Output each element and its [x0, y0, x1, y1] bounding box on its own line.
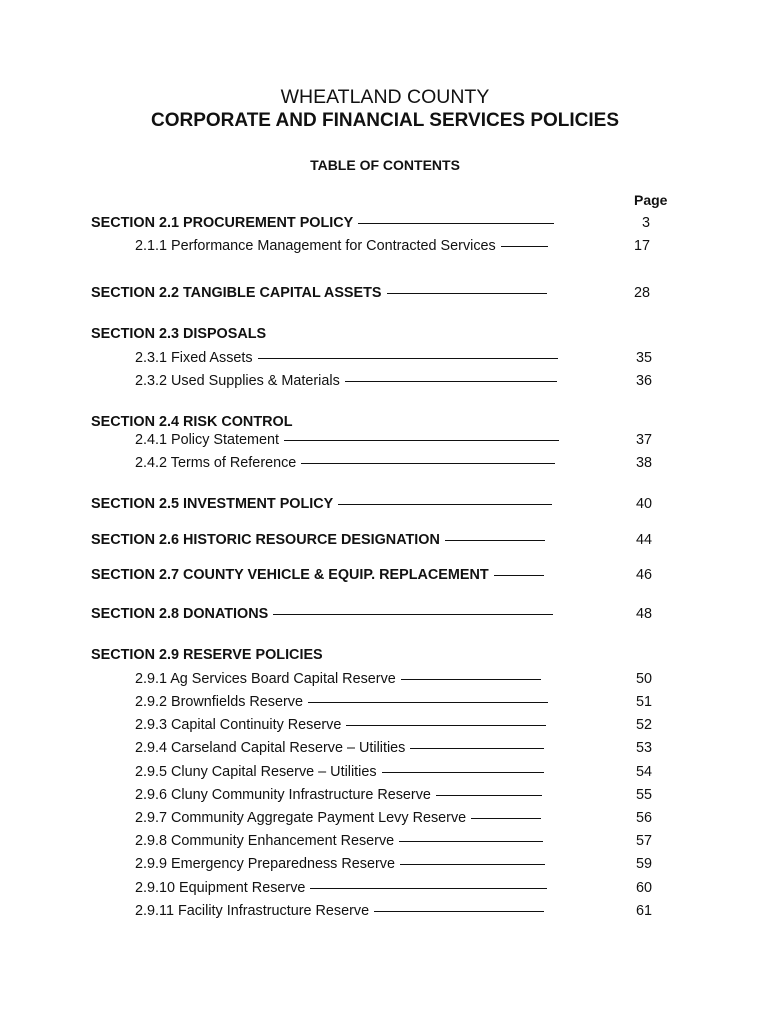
- toc-page-number: 57: [635, 833, 652, 849]
- toc-page-number: 3: [641, 215, 650, 231]
- toc-entry-2-3-2[interactable]: [0, 373, 770, 393]
- leader-line: [410, 748, 544, 749]
- leader-line: [358, 223, 554, 224]
- leader-line: [494, 575, 544, 576]
- leader-line: [445, 540, 545, 541]
- toc-entry-label: 2.3.2 Used Supplies & Materials: [135, 373, 340, 389]
- toc-page-number: 55: [635, 787, 652, 803]
- toc-entry-label: 2.9.8 Community Enhancement Reserve: [135, 833, 395, 849]
- leader-line: [308, 702, 548, 703]
- leader-line: [284, 440, 559, 441]
- toc-entry-2-8[interactable]: [0, 606, 770, 626]
- leader-line: [401, 679, 541, 680]
- leader-line: [374, 911, 544, 912]
- leader-line: [338, 504, 552, 505]
- leader-line: [436, 795, 542, 796]
- toc-entry-label: SECTION 2.2 TANGIBLE CAPITAL ASSETS: [91, 285, 382, 301]
- toc-page-number: 51: [635, 694, 652, 710]
- toc-entry-2-4-1[interactable]: [0, 432, 770, 452]
- toc-page-number: 53: [635, 740, 652, 756]
- leader-line: [346, 725, 546, 726]
- leader-line: [471, 818, 541, 819]
- toc-page-number: 61: [635, 903, 652, 919]
- toc-entry-label: 2.4.2 Terms of Reference: [135, 455, 297, 471]
- toc-entry-2-4-2[interactable]: [0, 455, 770, 475]
- toc-entry-label: 2.9.4 Carseland Capital Reserve – Utilities: [135, 740, 406, 756]
- organization-name: WHEATLAND COUNTY: [280, 86, 490, 108]
- toc-entry-label: 2.9.3 Capital Continuity Reserve: [135, 717, 342, 733]
- page-column-header: Page: [634, 192, 668, 208]
- leader-line: [399, 841, 543, 842]
- toc-entry-label: 2.9.6 Cluny Community Infrastructure Reserve: [135, 787, 431, 803]
- toc-page-number: 40: [635, 496, 652, 512]
- leader-line: [301, 463, 555, 464]
- toc-entry-label: SECTION 2.8 DONATIONS: [91, 606, 269, 622]
- toc-entry-label: 2.1.1 Performance Management for Contracted Services: [135, 238, 496, 254]
- toc-entry-label: SECTION 2.6 HISTORIC RESOURCE DESIGNATION: [91, 532, 440, 548]
- toc-page-number: 50: [635, 671, 652, 687]
- toc-page-number: 36: [635, 373, 652, 389]
- toc-page-number: 38: [635, 455, 652, 471]
- toc-entry-2-9-9[interactable]: [0, 856, 770, 876]
- toc-page-number: 52: [635, 717, 652, 733]
- toc-entry-label: 2.9.2 Brownfields Reserve: [135, 694, 303, 710]
- toc-entry-label: 2.9.7 Community Aggregate Payment Levy Reserve: [135, 810, 467, 826]
- toc-heading: TABLE OF CONTENTS: [310, 157, 460, 173]
- toc-section-heading-2-3[interactable]: SECTION 2.3 DISPOSALS: [91, 326, 267, 342]
- leader-line: [310, 888, 547, 889]
- toc-entry-2-3-1[interactable]: [0, 350, 770, 370]
- leader-line: [501, 246, 548, 247]
- toc-page-number: 46: [635, 567, 652, 583]
- toc-page-number: 37: [635, 432, 652, 448]
- toc-entry-2-5[interactable]: [0, 496, 770, 516]
- leader-line: [382, 772, 544, 773]
- toc-page-number: 59: [635, 856, 652, 872]
- toc-entry-2-9-10[interactable]: [0, 880, 770, 900]
- leader-line: [273, 614, 553, 615]
- toc-page-number: 35: [635, 350, 652, 366]
- toc-page-number: 28: [633, 285, 650, 301]
- toc-entry-label: 2.9.1 Ag Services Board Capital Reserve: [135, 671, 396, 687]
- toc-entry-2-6[interactable]: [0, 532, 770, 552]
- toc-page-number: 60: [635, 880, 652, 896]
- leader-line: [258, 358, 558, 359]
- toc-section-heading-2-9[interactable]: SECTION 2.9 RESERVE POLICIES: [91, 647, 323, 663]
- toc-entry-label: SECTION 2.5 INVESTMENT POLICY: [91, 496, 334, 512]
- leader-line: [400, 864, 545, 865]
- toc-entry-2-9-1[interactable]: [0, 671, 770, 691]
- leader-line: [345, 381, 557, 382]
- toc-entry-2-9-5[interactable]: [0, 764, 770, 784]
- toc-page-number: 54: [635, 764, 652, 780]
- toc-entry-2-9-6[interactable]: [0, 787, 770, 807]
- toc-entry-label: 2.9.11 Facility Infrastructure Reserve: [135, 903, 370, 919]
- toc-entry-2-7[interactable]: [0, 567, 770, 587]
- leader-line: [387, 293, 547, 294]
- toc-entry-2-9-2[interactable]: [0, 694, 770, 714]
- toc-entry-2-1-1[interactable]: [0, 238, 770, 258]
- toc-entry-2-9-7[interactable]: [0, 810, 770, 830]
- toc-page-number: 56: [635, 810, 652, 826]
- toc-entry-label: 2.9.10 Equipment Reserve: [135, 880, 306, 896]
- toc-page-number: 48: [635, 606, 652, 622]
- toc-entry-2-9-8[interactable]: [0, 833, 770, 853]
- toc-entry-2-9-11[interactable]: [0, 903, 770, 923]
- toc-entry-label: 2.9.5 Cluny Capital Reserve – Utilities: [135, 764, 377, 780]
- toc-entry-2-9-3[interactable]: [0, 717, 770, 737]
- document-title: CORPORATE AND FINANCIAL SERVICES POLICIES: [150, 110, 619, 131]
- toc-entry-label: 2.4.1 Policy Statement: [135, 432, 279, 448]
- toc-entry-label: SECTION 2.7 COUNTY VEHICLE & EQUIP. REPLACEMENT: [91, 567, 489, 583]
- toc-entry-label: 2.9.9 Emergency Preparedness Reserve: [135, 856, 395, 872]
- toc-entry-label: 2.3.1 Fixed Assets: [135, 350, 253, 366]
- toc-page-number: 44: [635, 532, 652, 548]
- toc-entry-2-2[interactable]: [0, 285, 770, 305]
- toc-entry-label: SECTION 2.1 PROCUREMENT POLICY: [91, 215, 354, 231]
- toc-page-number: 17: [633, 238, 650, 254]
- toc-entry-2-1[interactable]: [0, 215, 770, 235]
- toc-entry-2-9-4[interactable]: [0, 740, 770, 760]
- toc-section-heading-2-4[interactable]: SECTION 2.4 RISK CONTROL: [91, 414, 293, 430]
